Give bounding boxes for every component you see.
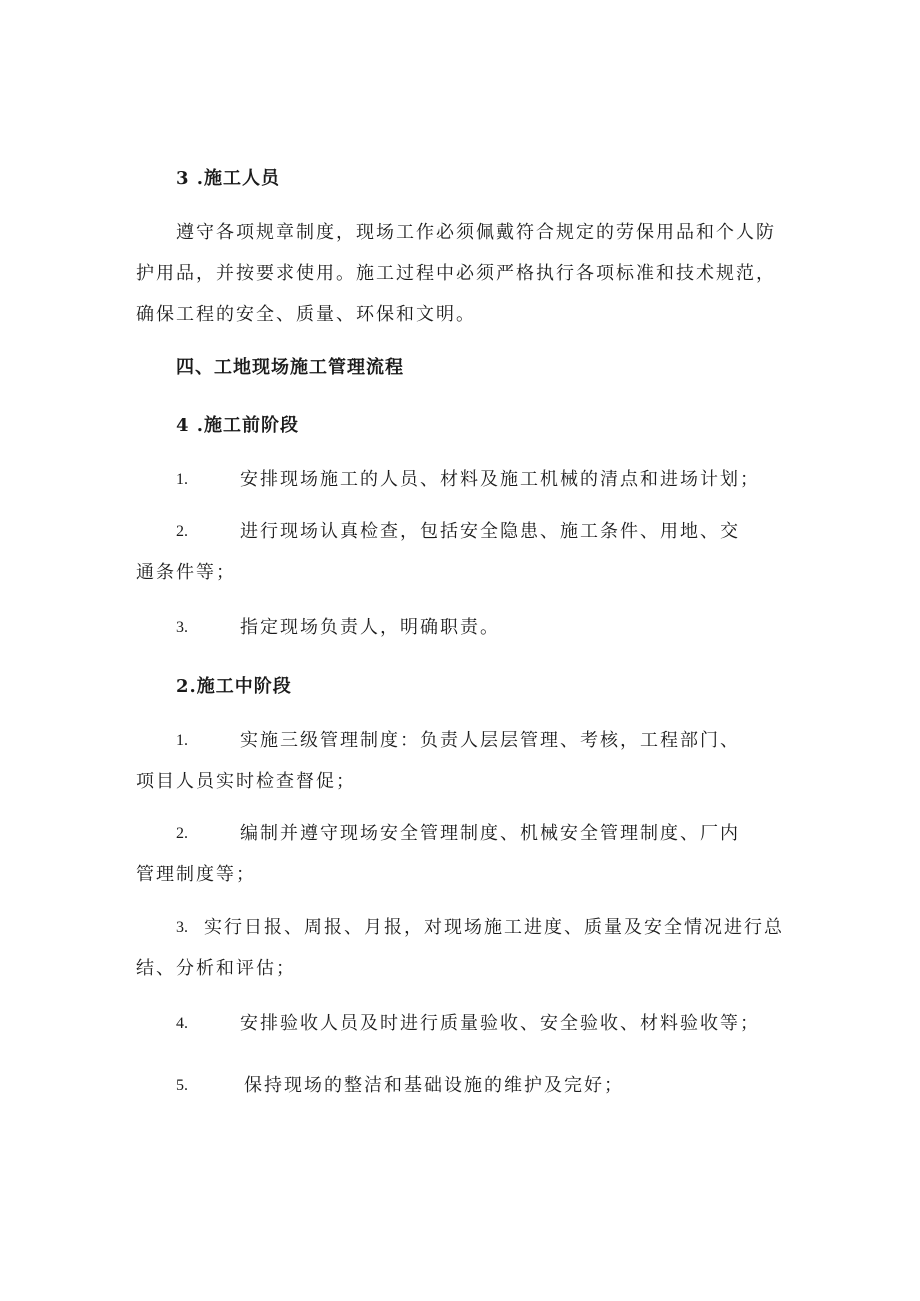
list-item-text: 安排现场施工的人员、材料及施工机械的清点和进场计划； bbox=[240, 469, 760, 490]
list-item-number: 3. bbox=[176, 919, 188, 936]
list-item-text: 编制并遵守现场安全管理制度、机械安全管理制度、厂内 bbox=[240, 823, 740, 844]
list-item-continuation: 结、分析和评估； bbox=[136, 958, 296, 979]
heading-during-construction: 2.施工中阶段 bbox=[176, 676, 292, 697]
list-item-text: 进行现场认真检查，包括安全隐患、施工条件、用地、交 bbox=[240, 521, 740, 542]
list-item-text: 指定现场负责人，明确职责。 bbox=[240, 617, 500, 638]
list-item-number: 2. bbox=[176, 825, 188, 842]
list-item-number: 2. bbox=[176, 523, 188, 540]
paragraph-line: 护用品，并按要求使用。施工过程中必须严格执行各项标准和技术规范， bbox=[136, 263, 776, 284]
list-item-number: 4. bbox=[176, 1015, 188, 1032]
list-item-number: 5. bbox=[176, 1077, 188, 1094]
list-item-continuation: 管理制度等； bbox=[136, 864, 256, 885]
list-item-text: 实行日报、周报、月报，对现场施工进度、质量及安全情况进行总 bbox=[204, 917, 784, 938]
heading-construction-personnel: 3 .施工人员 bbox=[176, 168, 281, 189]
list-item-text: 实施三级管理制度：负责人层层管理、考核，工程部门、 bbox=[240, 730, 740, 751]
paragraph-line: 确保工程的安全、质量、环保和文明。 bbox=[136, 304, 476, 325]
list-item-text: 安排验收人员及时进行质量验收、安全验收、材料验收等； bbox=[240, 1013, 760, 1034]
heading-pre-construction: 4 .施工前阶段 bbox=[176, 415, 300, 436]
list-item-number: 1. bbox=[176, 471, 188, 488]
paragraph-line: 遵守各项规章制度，现场工作必须佩戴符合规定的劳保用品和个人防 bbox=[176, 222, 776, 243]
list-item-number: 3. bbox=[176, 619, 188, 636]
heading-site-management-process: 四、工地现场施工管理流程 bbox=[176, 357, 404, 378]
list-item-text: 保持现场的整洁和基础设施的维护及完好； bbox=[244, 1075, 624, 1096]
list-item-continuation: 项目人员实时检查督促； bbox=[136, 771, 356, 792]
list-item-continuation: 通条件等； bbox=[136, 562, 236, 583]
list-item-number: 1. bbox=[176, 732, 188, 749]
